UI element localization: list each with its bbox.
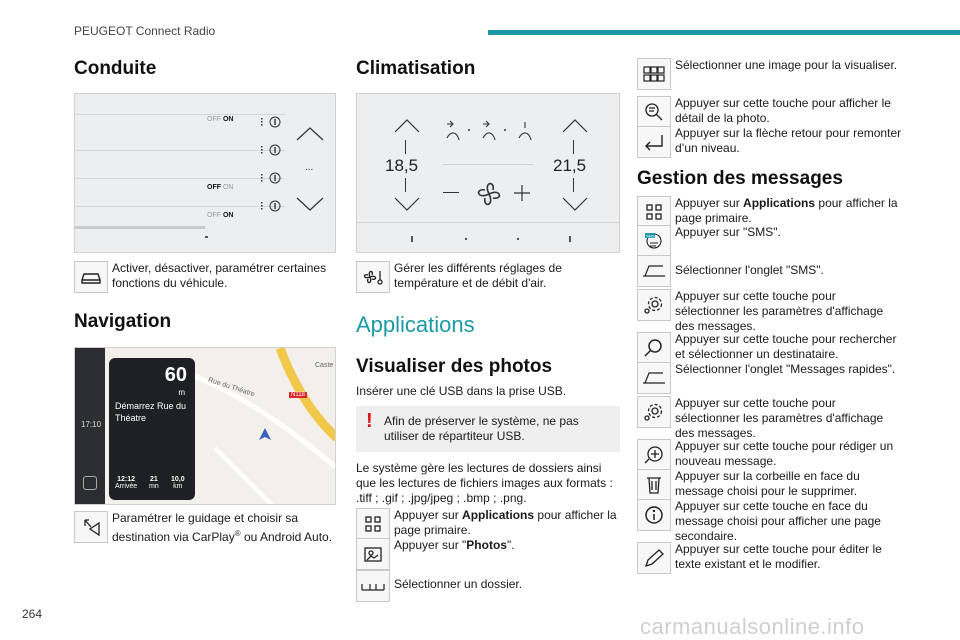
msg-step-9: Appuyer sur la corbeille en face du message choisi pour le supprimer. xyxy=(637,469,903,501)
msg-step-1: Appuyer sur Applications pour afficher la page primaire. xyxy=(637,196,903,228)
watermark: carmanualsonline.info xyxy=(640,614,865,639)
toggle-3[interactable]: OFF ON xyxy=(207,212,234,219)
city-label: Caste xyxy=(315,362,334,369)
warning-note: ! Afin de préserver le système, ne pas utiliser de répartiteur USB. xyxy=(356,406,620,452)
header-accent-bar xyxy=(488,30,960,35)
photos-app-icon xyxy=(356,538,390,570)
column-left xyxy=(74,52,336,545)
warning-icon: ! xyxy=(366,410,373,432)
eta-minutes: 21 mn xyxy=(149,476,159,490)
msg-step-6: Sélectionner l'onglet "Messages rapides". xyxy=(637,362,903,394)
climate-screen xyxy=(356,93,620,253)
guidance-instruction: Démarrez Rue du Théatre xyxy=(115,401,187,423)
street-label: Rue du Théatre xyxy=(207,376,256,399)
photo-step-select: Sélectionner une image pour la visualiser. xyxy=(637,58,903,90)
applications-grid-icon xyxy=(356,508,390,540)
msg-step-7: Appuyer sur cette touche pour sélectionner les paramètres d'affichage des messages. xyxy=(637,396,903,441)
settings-gear-icon xyxy=(637,396,671,428)
back-arrow-icon xyxy=(637,126,671,158)
photos-step-1: Appuyer sur Applications pour afficher la page primaire. xyxy=(356,508,620,540)
chevron-down-icon[interactable] xyxy=(295,194,325,214)
msg-step-4: Appuyer sur cette touche pour sélectionner les paramètres d'affichage des messages. xyxy=(637,289,903,334)
section-title-conduite: Conduite xyxy=(74,58,157,79)
navigation-desc-row xyxy=(74,511,336,545)
eta-arrival: 12:12 Arrivée xyxy=(115,476,138,490)
climate-desc-row xyxy=(356,261,620,293)
distance-unit: m xyxy=(178,388,185,397)
toggle-2[interactable]: OFF ON xyxy=(207,184,234,191)
clock: 17:10 xyxy=(81,420,102,429)
column-right xyxy=(637,58,903,574)
temp-right-down-icon[interactable] xyxy=(561,194,589,214)
fan-increase-icon[interactable] xyxy=(513,184,531,202)
climate-description: Gérer les différents réglages de température et de débit d'air. xyxy=(394,261,562,290)
running-header: PEUGEOT Connect Radio xyxy=(74,24,216,38)
magnifier-detail-icon xyxy=(637,96,671,128)
formats-paragraph: Le système gère les lectures de dossiers ainsi que les lectures de fichiers images aux formats : .tiff ; .gif ; .jpg/jpeg ; .bmp ; .png. xyxy=(356,461,613,505)
photo-step-back: Appuyer sur la flèche retour pour remonter d’un niveau. xyxy=(637,126,903,158)
section-title-navigation: Navigation xyxy=(74,311,172,332)
distance-value: 60 xyxy=(164,364,187,386)
more-dots[interactable]: ... xyxy=(305,162,314,173)
home-button[interactable] xyxy=(83,476,97,490)
msg-step-10: Appuyer sur cette touche en face du message choisi pour afficher une page secondaire. xyxy=(637,499,903,544)
section-title-climatisation: Climatisation xyxy=(356,58,476,79)
section-title-messages: Gestion des messages xyxy=(637,168,843,189)
photos-intro: Insérer une clé USB dans la prise USB. xyxy=(356,384,567,398)
chapter-title-applications: Applications xyxy=(356,312,475,337)
info-icons[interactable] xyxy=(255,114,285,234)
conduite-description: Activer, désactiver, paramétrer certaines fonctions du véhicule. xyxy=(112,261,327,290)
conduite-screen xyxy=(74,93,336,253)
section-title-photos: Visualiser des photos xyxy=(356,356,553,377)
guidance-panel xyxy=(109,358,195,500)
photos-step-2: Appuyer sur "Photos". xyxy=(356,538,620,570)
navigation-arrow-icon xyxy=(74,511,108,543)
edit-pencil-icon xyxy=(637,542,671,574)
tab-icon xyxy=(637,255,671,287)
fan-decrease-icon[interactable] xyxy=(443,192,459,193)
msg-step-11: Appuyer sur cette touche pour éditer le texte existant et le modifier. xyxy=(637,542,903,574)
info-icon xyxy=(637,499,671,531)
air-distribution-icons[interactable] xyxy=(443,120,539,146)
fan-icon xyxy=(473,178,505,210)
svg-text:SMS: SMS xyxy=(646,233,655,239)
applications-grid-icon xyxy=(637,196,671,228)
msg-step-3: Sélectionner l'onglet "SMS". xyxy=(637,255,903,287)
temp-left-down-icon[interactable] xyxy=(393,194,421,214)
search-icon xyxy=(637,332,671,364)
eta-km: 10,0 km xyxy=(171,476,185,490)
column-middle xyxy=(356,52,620,602)
fan-thermometer-icon xyxy=(356,261,390,293)
msg-step-5: Appuyer sur cette touche pour rechercher et sélectionner un destinataire. xyxy=(637,332,903,364)
sms-icon xyxy=(637,225,671,257)
msg-step-2: SMS Appuyer sur "SMS". xyxy=(637,225,903,257)
msg-step-8: Appuyer sur cette touche pour rédiger un nouveau message. xyxy=(637,439,903,471)
temperature-right: 21,5 xyxy=(553,156,587,175)
navigation-screen xyxy=(74,347,336,505)
road-badge: N118 xyxy=(291,392,305,398)
chevron-up-icon[interactable] xyxy=(295,124,325,144)
car-icon xyxy=(74,261,108,293)
new-message-icon xyxy=(637,439,671,471)
settings-gear-icon xyxy=(637,289,671,321)
conduite-desc-row xyxy=(74,261,336,293)
temperature-left: 18,5 xyxy=(385,156,419,175)
temp-left-up-icon[interactable] xyxy=(393,116,421,136)
photo-step-detail: Appuyer sur cette touche pour afficher le détail de la photo. xyxy=(637,96,903,128)
temp-right-up-icon[interactable] xyxy=(561,116,589,136)
photos-step-3: Sélectionner un dossier. xyxy=(356,570,620,602)
toggle-1[interactable]: OFF ON xyxy=(207,116,234,123)
trash-icon xyxy=(637,469,671,501)
folder-tabs-icon xyxy=(356,570,390,602)
page-number: 264 xyxy=(22,607,43,621)
navigation-description: Paramétrer le guidage et choisir sa destination via CarPlay® ou Android Auto. xyxy=(112,511,333,544)
tab-icon xyxy=(637,362,671,394)
image-grid-icon xyxy=(637,58,671,90)
